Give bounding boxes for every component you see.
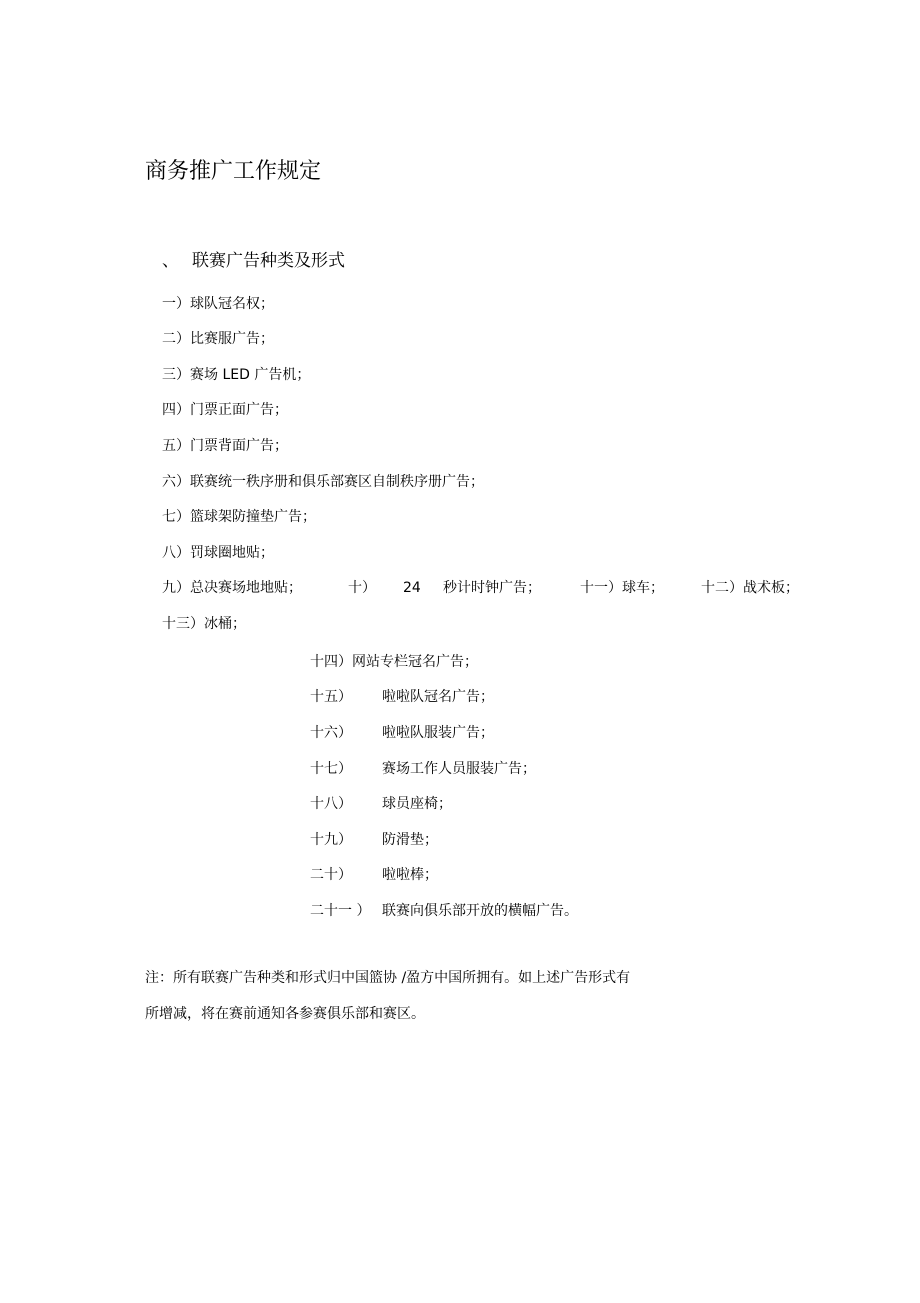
- list-item: 十四）网站专栏冠名广告；: [310, 654, 478, 670]
- list-item-number: 十八）: [310, 796, 352, 812]
- section-marker: 、: [162, 251, 179, 271]
- list-item: [310, 901, 578, 921]
- document-title: 商务推广工作规定: [145, 159, 322, 184]
- section-heading-text: 联赛广告种类及形式: [192, 251, 345, 271]
- list-item-text: 啦啦队冠名广告；: [382, 689, 494, 705]
- list-item-number: 二十一 ）: [310, 903, 371, 919]
- list-item-number: 十七）: [310, 761, 352, 777]
- list-item-text: 啦啦队服装广告；: [382, 725, 494, 741]
- list-item-text: 球员座椅；: [382, 796, 452, 812]
- section-heading: [162, 248, 345, 274]
- list-item: [310, 865, 438, 885]
- list-item: 六）联赛统一秩序册和俱乐部赛区自制秩序册广告；: [162, 474, 484, 490]
- list-item: 二）比赛服广告；: [162, 331, 274, 347]
- list-item: 十三）冰桶；: [162, 616, 246, 632]
- list-item-text: 防滑垫；: [382, 832, 438, 848]
- list-item-number: 十六）: [310, 725, 352, 741]
- list-item-segment: 九）总决赛场地地贴；: [162, 580, 302, 596]
- list-item-segment: 十）: [348, 580, 376, 596]
- list-item: 三）赛场 LED 广告机；: [162, 367, 311, 383]
- list-item-number: 二十）: [310, 867, 352, 883]
- list-item-text: 啦啦棒；: [382, 867, 438, 883]
- list-item: [310, 723, 494, 743]
- list-item-segment: 十一）球车；: [580, 580, 664, 596]
- note-line: 注：所有联赛广告种类和形式归中国篮协 /盈方中国所拥有。如上述广告形式有: [145, 970, 631, 986]
- note-line: 所增减，将在赛前通知各参赛俱乐部和赛区。: [145, 1006, 425, 1022]
- list-item-combined-line: [162, 578, 799, 598]
- list-item: [310, 830, 438, 850]
- list-item: [310, 794, 452, 814]
- list-item: 八）罚球圈地贴；: [162, 545, 274, 561]
- list-item: [310, 759, 536, 779]
- list-item-text: 赛场工作人员服装广告；: [382, 761, 536, 777]
- list-item-number: 十五）: [310, 689, 352, 705]
- list-item: 一）球队冠名权；: [162, 296, 274, 312]
- list-item-number: 十九）: [310, 832, 352, 848]
- list-item: [310, 687, 494, 707]
- list-item-segment: 十二）战术板；: [701, 580, 799, 596]
- list-item-segment: 24: [403, 580, 421, 596]
- list-item-segment: 秒计时钟广告；: [443, 580, 541, 596]
- list-item: 四）门票正面广告；: [162, 402, 288, 418]
- list-item-text: 联赛向俱乐部开放的横幅广告。: [382, 903, 578, 919]
- list-item: 七）篮球架防撞垫广告；: [162, 509, 316, 525]
- list-item: 五）门票背面广告；: [162, 438, 288, 454]
